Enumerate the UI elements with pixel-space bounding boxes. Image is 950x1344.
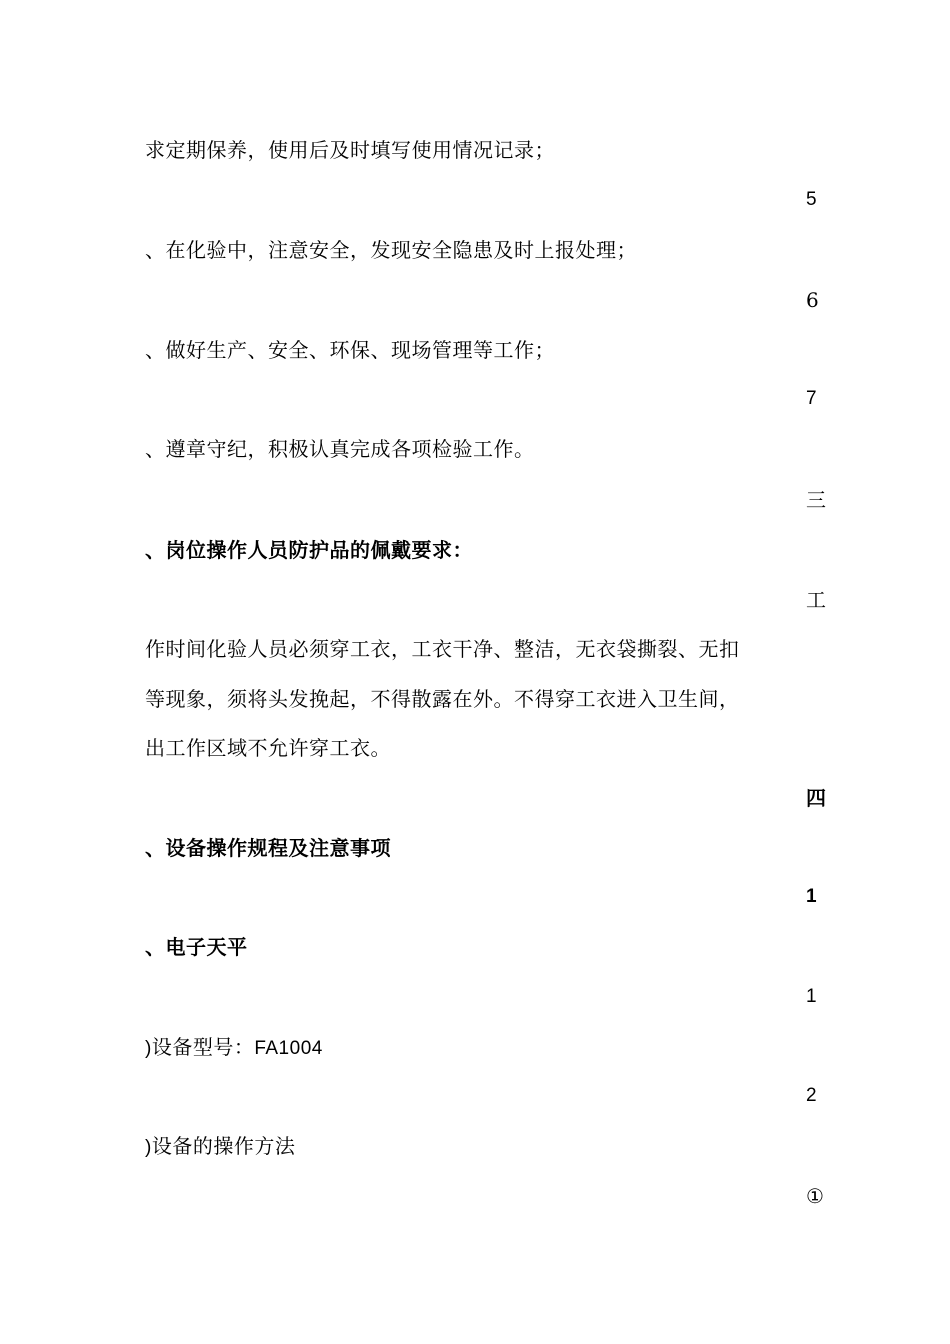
text-line: 作时间化验人员必须穿工衣，工衣干净、整洁，无衣袋撕裂、无扣 (145, 637, 740, 661)
text-line: 、做好生产、安全、环保、现场管理等工作； (145, 338, 555, 362)
section-number: 四 (806, 786, 826, 810)
text-line: 等现象，须将头发挽起，不得散露在外。不得穿工衣进入卫生间， (145, 687, 740, 711)
line-wrap-char: 工 (806, 588, 826, 612)
label: 设备的操作方法 (151, 1134, 296, 1158)
item-number: 1 (806, 886, 817, 907)
text-line: 、在化验中，注意安全，发现安全隐患及时上报处理； (145, 238, 637, 262)
model-number: FA1004 (254, 1038, 323, 1059)
section-heading: 、岗位操作人员防护品的佩戴要求： (145, 538, 473, 562)
item-number: 2 (806, 1085, 817, 1106)
item-number: 6 (806, 288, 819, 312)
text-line (145, 1033, 323, 1063)
label: 设备型号： (151, 1035, 255, 1059)
item-number: 1 (806, 986, 817, 1007)
text-line: 求定期保养，使用后及时填写使用情况记录； (145, 138, 555, 162)
step-marker: ① (806, 1184, 824, 1208)
section-heading: 、设备操作规程及注意事项 (145, 836, 391, 860)
item-number: 5 (806, 189, 817, 210)
paren: ) (145, 1038, 152, 1059)
text-line: 出工作区域不允许穿工衣。 (145, 736, 391, 760)
subsection-heading: 、电子天平 (145, 935, 248, 959)
text-line: 、遵章守纪，积极认真完成各项检验工作。 (145, 437, 535, 461)
item-number: 7 (806, 388, 817, 409)
section-number: 三 (806, 488, 826, 512)
paren: ) (145, 1137, 152, 1158)
text-line (145, 1132, 295, 1162)
